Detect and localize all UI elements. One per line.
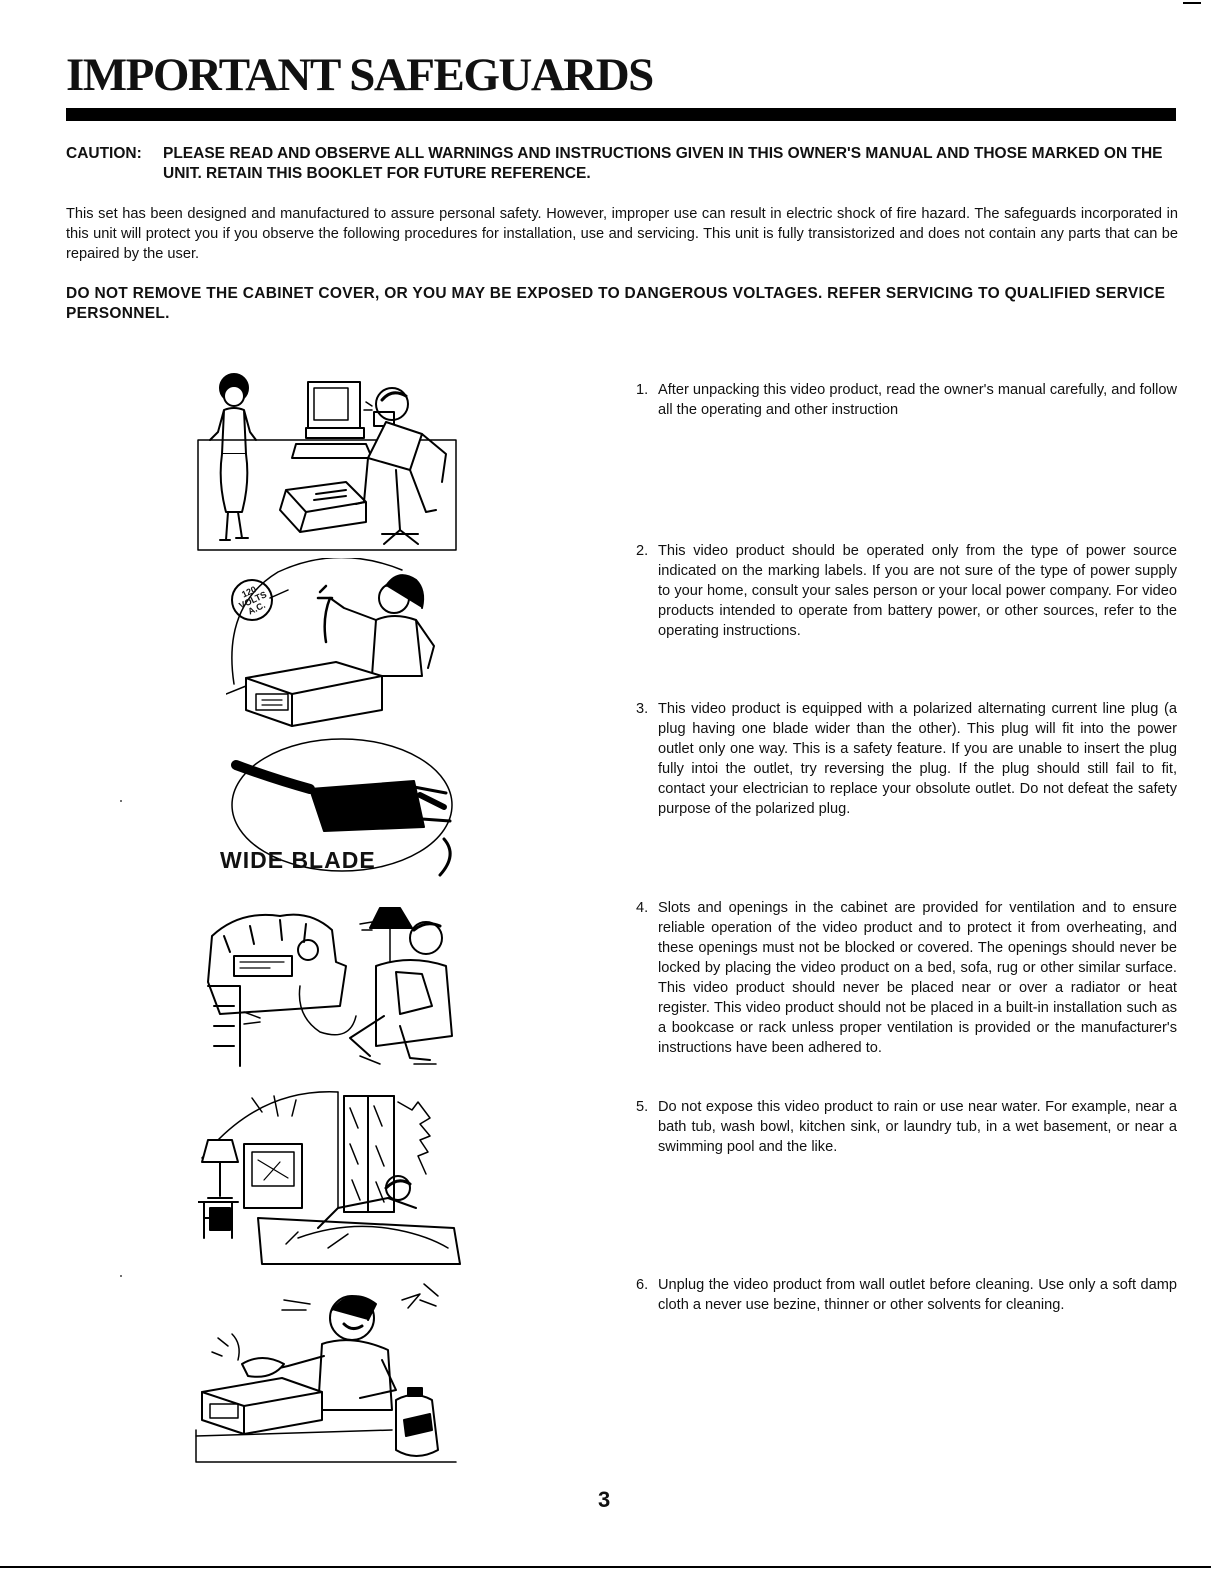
wide-blade-caption: WIDE BLADE — [220, 847, 376, 873]
title-rule — [66, 108, 1176, 121]
safeguard-item — [636, 1097, 1177, 1157]
safeguard-item — [636, 380, 1177, 420]
safeguard-item — [636, 541, 1177, 641]
item-text: Do not expose this video product to rain or use near water. For example, near a bath tub, wash bowl, kitchen sink, or laundry tub, in a wet basement, or near a swimming pool and the like. — [658, 1099, 1177, 1155]
bottom-rule — [0, 1566, 1211, 1568]
item-number: 3. — [636, 701, 649, 717]
item-text: This video product is equipped with a polarized alternating current line plug (a plug having one blade wider than the other). This plug will fit into the power outlet only one way. This is a safety feature. If you are unable to insert the plug fully intoi the outlet, try reversing the plug. If the plug should still fail to fit, contact your electrician to replace your obsolute outlet. Do not defeat the safety purpose of the polarized plug. — [658, 701, 1177, 817]
illustration-unpacking — [196, 362, 461, 554]
scan-speck — [120, 1275, 122, 1277]
item-text: Slots and openings in the cabinet are provided for ventilation and to ensure reliable operation of the video product and to protect it from overheating, and these openings must not be blocked or covered. The openings should never be locked by placing the video product on a bed, sofa, rug or other similar surface. This video product should never be placed near or over a radiator or heat register. This video product should not be placed in a built-in installation such as a bookcase or rack unless proper ventilation is provided or the manufacturer's instructions have been adhered to. — [658, 900, 1177, 1056]
item-text: Unplug the video product from wall outlet before cleaning. Use only a soft damp cloth a never use bezine, thinner or other solvents for cleaning. — [658, 1277, 1177, 1313]
item-text: After unpacking this video product, read the owner's manual carefully, and follow all the operating and other instruction — [658, 382, 1177, 418]
safeguard-item — [636, 1275, 1177, 1315]
page-number: 3 — [598, 1487, 611, 1512]
item-number: 4. — [636, 900, 649, 916]
corner-scan-mark — [1183, 2, 1201, 4]
safeguard-item — [636, 898, 1177, 1058]
caution-text: PLEASE READ AND OBSERVE ALL WARNINGS AND INSTRUCTIONS GIVEN IN THIS OWNER'S MANUAL AND THOSE MARKED ON THE UNIT. RETAIN THIS BOOKLET FOR FUTURE REFERENCE. — [163, 145, 1163, 182]
intro-paragraph: This set has been designed and manufactured to assure personal safety. However, improper use can result in electric shock of fire hazard. The safeguards incorporated in this unit will protect you if you observe the following procedures for installation, use and servicing. This unit is fully transistorized and does not contain any parts that can be repaired by the user. — [66, 206, 1178, 262]
item-number: 2. — [636, 543, 649, 559]
item-text: This video product should be operated only from the type of power source indicated on the marking labels. If you are not sure of the type of power supply to your home, consult your sales person or your local power company. For video products intended to operate from battery power, or other sources, refer to the operating instructions. — [658, 543, 1177, 639]
safeguard-item — [636, 699, 1177, 819]
servicing-warning: DO NOT REMOVE THE CABINET COVER, OR YOU MAY BE EXPOSED TO DANGEROUS VOLTAGES. REFER SERVICING TO QUALIFIED SERVICE PERSONNEL. — [66, 285, 1166, 322]
item-number: 1. — [636, 382, 649, 398]
item-number: 6. — [636, 1277, 649, 1293]
illustration-cleaning — [192, 1280, 460, 1466]
caution-block — [66, 144, 1181, 184]
illustration-polarized-plug — [214, 735, 464, 885]
voltage-speech-bubble-text: 120 VOLTS A.C. — [237, 584, 269, 617]
illustration-power-source — [226, 558, 456, 728]
illustration-water-rain — [198, 1088, 462, 1266]
caution-label: CAUTION: — [66, 145, 142, 162]
scan-speck — [120, 800, 122, 802]
item-number: 5. — [636, 1099, 649, 1115]
illustration-ventilation — [200, 896, 464, 1068]
page-title: IMPORTANT SAFEGUARDS — [66, 49, 653, 101]
